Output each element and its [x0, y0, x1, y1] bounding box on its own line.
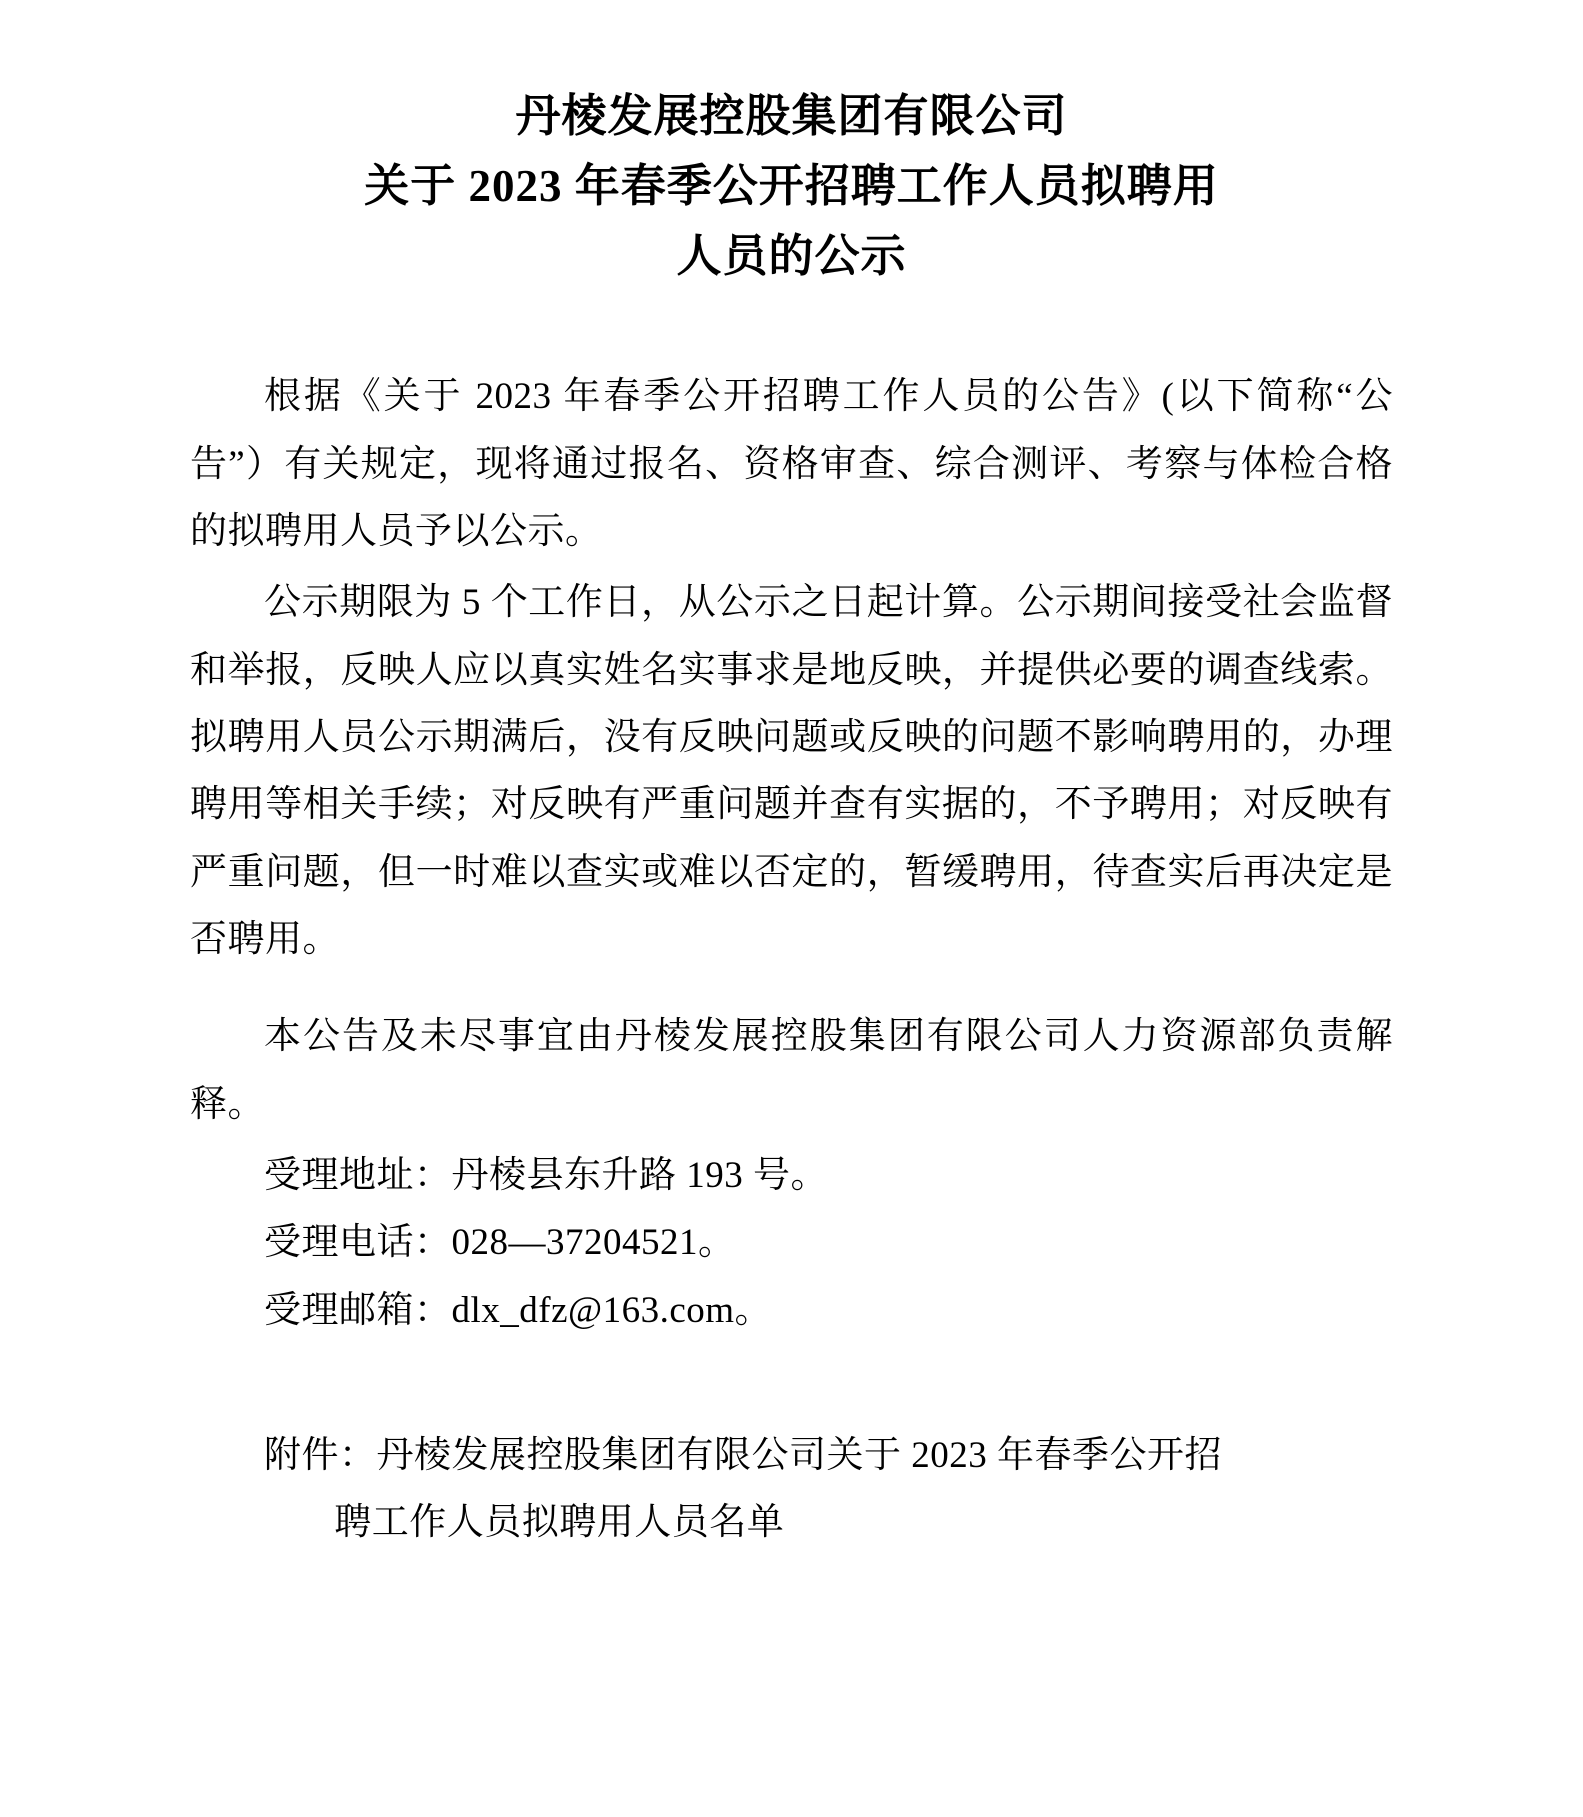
- page-title: [190, 60, 1393, 291]
- document-body: [190, 363, 1393, 1344]
- paragraph-publicity-period: 公示期限为 5 个工作日，从公示之日起计算。公示期间接受社会监督和举报，反映人应以真实姓名实事求是地反映，并提供必要的调查线索。拟聘用人员公示期满后，没有反映问题或反映的问题不影响聘用的，办理聘用等相关手续；对反映有严重问题并查有实据的，不予聘用；对反映有严重问题，但一时难以查实或难以否定的，暂缓聘用，待查实后再决定是否聘用。: [190, 582, 1393, 960]
- attachment-line-2: 聘工作人员拟聘用人员名单: [334, 1502, 785, 1544]
- contact-phone: 受理电话：028—37204521。: [264, 1222, 736, 1264]
- title-line-3: 人员的公示: [676, 230, 907, 281]
- contact-address: 受理地址：丹棱县东升路 193 号。: [264, 1154, 828, 1196]
- title-line-2: 关于 2023 年春季公开招聘工作人员拟聘用: [364, 160, 1219, 211]
- attachment-line-1: 附件：丹棱发展控股集团有限公司关于 2023 年春季公开招: [264, 1434, 1222, 1476]
- paragraph-interpretation: 本公告及未尽事宜由丹棱发展控股集团有限公司人力资源部负责解释。: [190, 1016, 1393, 1125]
- attachment-section: [190, 1422, 1393, 1557]
- paragraph-basis: 根据《关于 2023 年春季公开招聘工作人员的公告》(以下简称“公告”）有关规定，现将通过报名、资格审查、综合测评、考察与体检合格的拟聘用人员予以公示。: [190, 376, 1393, 552]
- contact-email: 受理邮箱：dlx_dfz@163.com。: [264, 1289, 773, 1331]
- title-line-1: 丹棱发展控股集团有限公司: [515, 91, 1068, 141]
